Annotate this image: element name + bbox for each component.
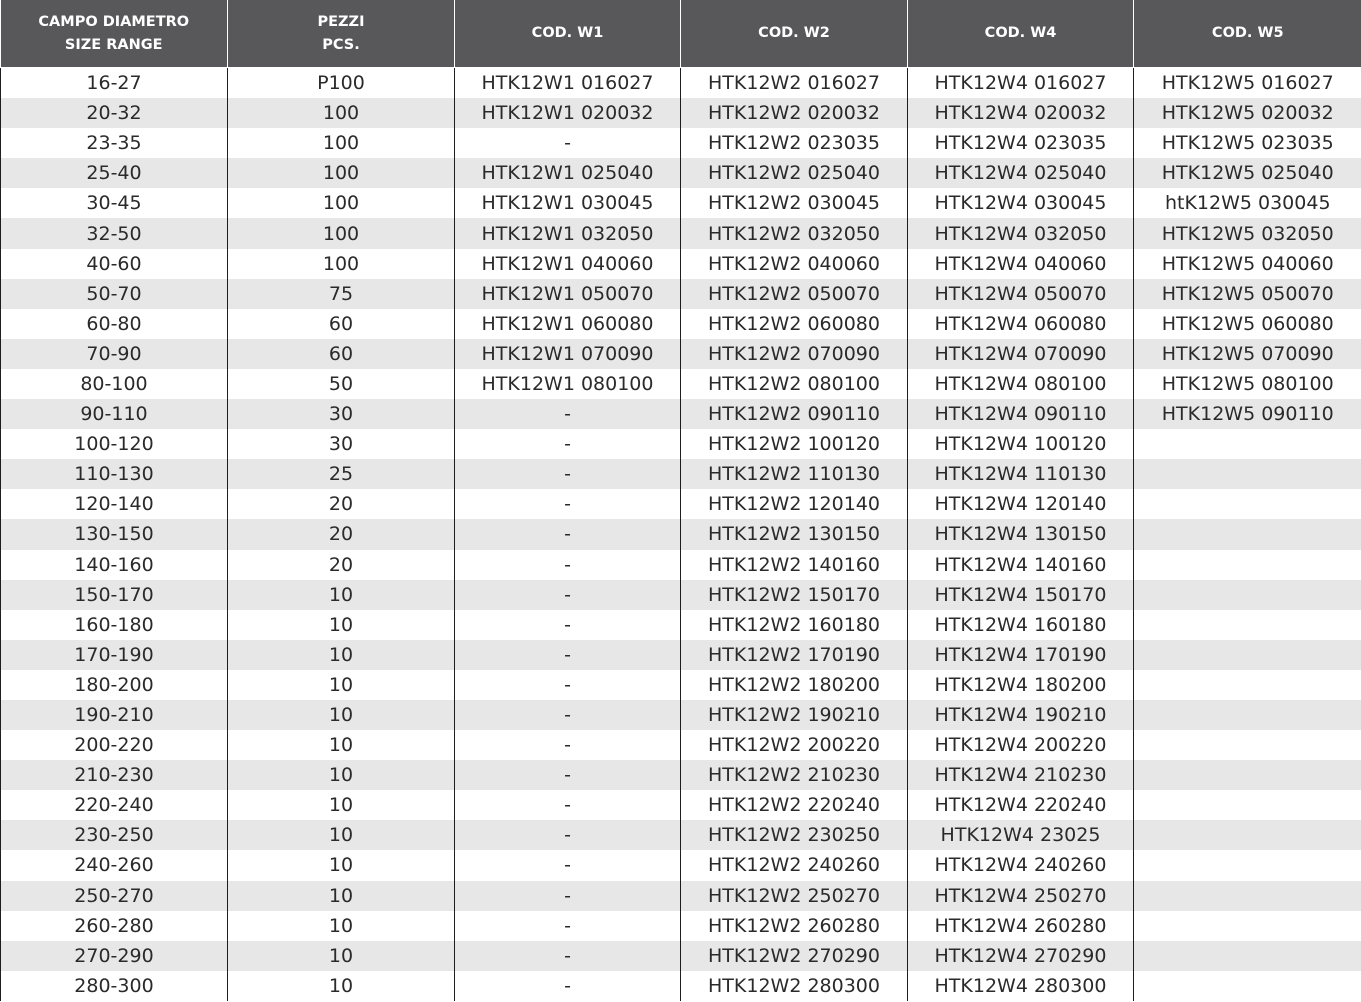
cell-cod-w2: HTK12W2 190210	[681, 700, 908, 730]
cell-pieces: 10	[228, 670, 455, 700]
cell-cod-w4: HTK12W4 040060	[908, 249, 1134, 279]
cell-cod-w5	[1134, 700, 1361, 730]
table-row	[1, 820, 1361, 850]
cell-pieces: 20	[228, 519, 455, 549]
cell-cod-w4: HTK12W4 190210	[908, 700, 1134, 730]
cell-cod-w4: HTK12W4 270290	[908, 941, 1134, 971]
cell-pieces: 100	[228, 188, 455, 218]
cell-size-range: 60-80	[1, 309, 228, 339]
table-row	[1, 309, 1361, 339]
cell-cod-w2: HTK12W2 250270	[681, 881, 908, 911]
cell-pieces: 10	[228, 730, 455, 760]
header-line: COD. W5	[1211, 25, 1284, 41]
cell-cod-w4: HTK12W4 140160	[908, 550, 1134, 580]
cell-cod-w4: HTK12W4 250270	[908, 881, 1134, 911]
cell-pieces: 25	[228, 459, 455, 489]
cell-cod-w1: -	[455, 399, 681, 429]
cell-cod-w4: HTK12W4 240260	[908, 850, 1134, 880]
cell-cod-w4: HTK12W4 180200	[908, 670, 1134, 700]
cell-size-range: 270-290	[1, 941, 228, 971]
cell-cod-w1: -	[455, 881, 681, 911]
table-row	[1, 489, 1361, 519]
cell-cod-w4: HTK12W4 150170	[908, 580, 1134, 610]
cell-cod-w1: -	[455, 971, 681, 1001]
cell-size-range: 50-70	[1, 279, 228, 309]
cell-cod-w4: HTK12W4 020032	[908, 98, 1134, 128]
cell-size-range: 150-170	[1, 580, 228, 610]
cell-cod-w5	[1134, 640, 1361, 670]
table-row	[1, 68, 1361, 99]
cell-cod-w1: -	[455, 850, 681, 880]
cell-cod-w5	[1134, 580, 1361, 610]
cell-cod-w5	[1134, 971, 1361, 1001]
cell-cod-w2: HTK12W2 130150	[681, 519, 908, 549]
table-row	[1, 850, 1361, 880]
header-line: COD. W2	[758, 25, 830, 41]
cell-cod-w5: htK12W5 030045	[1134, 188, 1361, 218]
cell-pieces: 100	[228, 249, 455, 279]
cell-pieces: 10	[228, 850, 455, 880]
cell-cod-w5	[1134, 760, 1361, 790]
cell-pieces: 100	[228, 218, 455, 248]
cell-pieces: 10	[228, 640, 455, 670]
cell-size-range: 260-280	[1, 911, 228, 941]
header-line: COD. W1	[531, 25, 604, 41]
table-row	[1, 881, 1361, 911]
cell-size-range: 16-27	[1, 68, 228, 99]
cell-cod-w5	[1134, 730, 1361, 760]
cell-cod-w4: HTK12W4 025040	[908, 158, 1134, 188]
cell-cod-w1: -	[455, 550, 681, 580]
table-row	[1, 911, 1361, 941]
cell-cod-w5	[1134, 610, 1361, 640]
cell-cod-w5	[1134, 550, 1361, 580]
cell-size-range: 90-110	[1, 399, 228, 429]
cell-cod-w1: -	[455, 760, 681, 790]
cell-cod-w5	[1134, 519, 1361, 549]
cell-cod-w2: HTK12W2 270290	[681, 941, 908, 971]
cell-size-range: 30-45	[1, 188, 228, 218]
cell-cod-w1: HTK12W1 030045	[455, 188, 681, 218]
cell-pieces: 20	[228, 489, 455, 519]
table-row	[1, 158, 1361, 188]
cell-cod-w2: HTK12W2 220240	[681, 790, 908, 820]
table-row	[1, 218, 1361, 248]
header-line: COD. W4	[984, 25, 1057, 41]
cell-cod-w1: HTK12W1 060080	[455, 309, 681, 339]
cell-cod-w1: HTK12W1 025040	[455, 158, 681, 188]
cell-pieces: 10	[228, 820, 455, 850]
table-row	[1, 128, 1361, 158]
cell-cod-w1: -	[455, 911, 681, 941]
cell-cod-w4: HTK12W4 030045	[908, 188, 1134, 218]
cell-size-range: 170-190	[1, 640, 228, 670]
cell-cod-w5	[1134, 850, 1361, 880]
cell-pieces: 100	[228, 158, 455, 188]
cell-pieces: 75	[228, 279, 455, 309]
table-row	[1, 790, 1361, 820]
cell-cod-w1: -	[455, 670, 681, 700]
table-row	[1, 580, 1361, 610]
table-row	[1, 459, 1361, 489]
cell-cod-w2: HTK12W2 050070	[681, 279, 908, 309]
cell-cod-w5: HTK12W5 050070	[1134, 279, 1361, 309]
cell-cod-w2: HTK12W2 090110	[681, 399, 908, 429]
cell-size-range: 25-40	[1, 158, 228, 188]
cell-cod-w2: HTK12W2 170190	[681, 640, 908, 670]
cell-cod-w2: HTK12W2 260280	[681, 911, 908, 941]
cell-cod-w5: HTK12W5 040060	[1134, 249, 1361, 279]
cell-cod-w2: HTK12W2 040060	[681, 249, 908, 279]
cell-size-range: 280-300	[1, 971, 228, 1001]
cell-pieces: 100	[228, 128, 455, 158]
cell-pieces: 10	[228, 881, 455, 911]
cell-cod-w4: HTK12W4 160180	[908, 610, 1134, 640]
cell-cod-w1: -	[455, 459, 681, 489]
table-row	[1, 760, 1361, 790]
cell-pieces: 10	[228, 911, 455, 941]
cell-cod-w2: HTK12W2 200220	[681, 730, 908, 760]
cell-cod-w4: HTK12W4 080100	[908, 369, 1134, 399]
cell-cod-w2: HTK12W2 080100	[681, 369, 908, 399]
cell-cod-w5: HTK12W5 060080	[1134, 309, 1361, 339]
cell-size-range: 230-250	[1, 820, 228, 850]
cell-cod-w4: HTK12W4 016027	[908, 68, 1134, 99]
cell-cod-w5	[1134, 881, 1361, 911]
cell-size-range: 220-240	[1, 790, 228, 820]
header-cod-w4	[908, 0, 1134, 68]
table-row	[1, 98, 1361, 128]
cell-cod-w2: HTK12W2 025040	[681, 158, 908, 188]
cell-cod-w2: HTK12W2 020032	[681, 98, 908, 128]
cell-pieces: 60	[228, 339, 455, 369]
cell-size-range: 80-100	[1, 369, 228, 399]
table-row	[1, 399, 1361, 429]
cell-cod-w4: HTK12W4 23025	[908, 820, 1134, 850]
cell-cod-w4: HTK12W4 060080	[908, 309, 1134, 339]
cell-size-range: 140-160	[1, 550, 228, 580]
cell-cod-w2: HTK12W2 150170	[681, 580, 908, 610]
cell-cod-w1: -	[455, 580, 681, 610]
cell-cod-w1: -	[455, 790, 681, 820]
cell-size-range: 190-210	[1, 700, 228, 730]
cell-cod-w1: -	[455, 610, 681, 640]
table-row	[1, 640, 1361, 670]
cell-pieces: 10	[228, 790, 455, 820]
cell-pieces: 10	[228, 971, 455, 1001]
cell-cod-w5: HTK12W5 025040	[1134, 158, 1361, 188]
cell-cod-w5	[1134, 941, 1361, 971]
cell-cod-w2: HTK12W2 016027	[681, 68, 908, 99]
header-row	[1, 0, 1361, 68]
cell-size-range: 110-130	[1, 459, 228, 489]
cell-cod-w5	[1134, 820, 1361, 850]
table-row	[1, 429, 1361, 459]
cell-cod-w5	[1134, 790, 1361, 820]
cell-cod-w2: HTK12W2 032050	[681, 218, 908, 248]
table-row	[1, 249, 1361, 279]
cell-cod-w5: HTK12W5 023035	[1134, 128, 1361, 158]
cell-cod-w5: HTK12W5 020032	[1134, 98, 1361, 128]
cell-pieces: 10	[228, 700, 455, 730]
cell-cod-w4: HTK12W4 050070	[908, 279, 1134, 309]
cell-cod-w1: -	[455, 640, 681, 670]
cell-cod-w1: HTK12W1 070090	[455, 339, 681, 369]
cell-cod-w4: HTK12W4 023035	[908, 128, 1134, 158]
cell-size-range: 20-32	[1, 98, 228, 128]
cell-size-range: 250-270	[1, 881, 228, 911]
cell-cod-w4: HTK12W4 090110	[908, 399, 1134, 429]
table-row	[1, 700, 1361, 730]
cell-pieces: 60	[228, 309, 455, 339]
cell-cod-w2: HTK12W2 230250	[681, 820, 908, 850]
cell-size-range: 120-140	[1, 489, 228, 519]
cell-cod-w2: HTK12W2 210230	[681, 760, 908, 790]
table-row	[1, 519, 1361, 549]
table-row	[1, 188, 1361, 218]
cell-cod-w4: HTK12W4 220240	[908, 790, 1134, 820]
cell-cod-w1: HTK12W1 050070	[455, 279, 681, 309]
cell-cod-w5: HTK12W5 090110	[1134, 399, 1361, 429]
cell-size-range: 32-50	[1, 218, 228, 248]
table-row	[1, 941, 1361, 971]
cell-cod-w4: HTK12W4 280300	[908, 971, 1134, 1001]
cell-cod-w2: HTK12W2 140160	[681, 550, 908, 580]
cell-cod-w1: -	[455, 128, 681, 158]
cell-cod-w1: -	[455, 820, 681, 850]
header-cod-w5	[1134, 0, 1361, 68]
table-row	[1, 971, 1361, 1001]
cell-cod-w1: HTK12W1 020032	[455, 98, 681, 128]
header-line: SIZE RANGE	[64, 36, 163, 53]
cell-size-range: 180-200	[1, 670, 228, 700]
cell-cod-w1: HTK12W1 040060	[455, 249, 681, 279]
cell-cod-w1: -	[455, 730, 681, 760]
header-line: PCS.	[322, 36, 360, 53]
table-row	[1, 279, 1361, 309]
cell-cod-w5: HTK12W5 032050	[1134, 218, 1361, 248]
cell-size-range: 23-35	[1, 128, 228, 158]
header-line: CAMPO DIAMETRO	[38, 13, 190, 30]
cell-cod-w4: HTK12W4 070090	[908, 339, 1134, 369]
cell-size-range: 70-90	[1, 339, 228, 369]
cell-cod-w5	[1134, 429, 1361, 459]
cell-size-range: 240-260	[1, 850, 228, 880]
cell-cod-w4: HTK12W4 120140	[908, 489, 1134, 519]
table-row	[1, 670, 1361, 700]
cell-cod-w2: HTK12W2 100120	[681, 429, 908, 459]
cell-size-range: 200-220	[1, 730, 228, 760]
cell-cod-w2: HTK12W2 110130	[681, 459, 908, 489]
cell-size-range: 130-150	[1, 519, 228, 549]
cell-cod-w4: HTK12W4 210230	[908, 760, 1134, 790]
table-row	[1, 339, 1361, 369]
cell-pieces: P100	[228, 68, 455, 99]
cell-size-range: 40-60	[1, 249, 228, 279]
cell-cod-w5	[1134, 459, 1361, 489]
cell-cod-w4: HTK12W4 100120	[908, 429, 1134, 459]
cell-pieces: 10	[228, 610, 455, 640]
cell-cod-w2: HTK12W2 240260	[681, 850, 908, 880]
cell-cod-w2: HTK12W2 180200	[681, 670, 908, 700]
cell-cod-w4: HTK12W4 170190	[908, 640, 1134, 670]
cell-cod-w4: HTK12W4 130150	[908, 519, 1134, 549]
cell-cod-w2: HTK12W2 023035	[681, 128, 908, 158]
cell-cod-w1: HTK12W1 016027	[455, 68, 681, 99]
cell-pieces: 100	[228, 98, 455, 128]
cell-cod-w5	[1134, 670, 1361, 700]
cell-pieces: 30	[228, 429, 455, 459]
cell-pieces: 30	[228, 399, 455, 429]
cell-cod-w1: -	[455, 429, 681, 459]
cell-cod-w1: -	[455, 519, 681, 549]
header-size-range	[1, 0, 228, 68]
table-row	[1, 369, 1361, 399]
cell-cod-w5: HTK12W5 016027	[1134, 68, 1361, 99]
cell-pieces: 10	[228, 941, 455, 971]
cell-cod-w4: HTK12W4 200220	[908, 730, 1134, 760]
cell-cod-w2: HTK12W2 120140	[681, 489, 908, 519]
cell-pieces: 10	[228, 580, 455, 610]
cell-cod-w5: HTK12W5 070090	[1134, 339, 1361, 369]
cell-cod-w2: HTK12W2 070090	[681, 339, 908, 369]
header-cod-w1	[455, 0, 681, 68]
cell-cod-w1: HTK12W1 080100	[455, 369, 681, 399]
table-row	[1, 730, 1361, 760]
cell-size-range: 160-180	[1, 610, 228, 640]
cell-pieces: 20	[228, 550, 455, 580]
cell-size-range: 100-120	[1, 429, 228, 459]
cell-cod-w5: HTK12W5 080100	[1134, 369, 1361, 399]
cell-cod-w2: HTK12W2 160180	[681, 610, 908, 640]
cell-cod-w5	[1134, 911, 1361, 941]
cell-cod-w1: HTK12W1 032050	[455, 218, 681, 248]
header-cod-w2	[681, 0, 908, 68]
cell-cod-w4: HTK12W4 110130	[908, 459, 1134, 489]
table-row	[1, 550, 1361, 580]
cell-cod-w4: HTK12W4 260280	[908, 911, 1134, 941]
cell-pieces: 10	[228, 760, 455, 790]
cell-pieces: 50	[228, 369, 455, 399]
cell-cod-w2: HTK12W2 060080	[681, 309, 908, 339]
cell-cod-w1: -	[455, 700, 681, 730]
cell-cod-w1: -	[455, 941, 681, 971]
header-line: PEZZI	[317, 13, 365, 30]
cell-cod-w1: -	[455, 489, 681, 519]
cell-cod-w2: HTK12W2 280300	[681, 971, 908, 1001]
cell-cod-w5	[1134, 489, 1361, 519]
table-row	[1, 610, 1361, 640]
cell-cod-w4: HTK12W4 032050	[908, 218, 1134, 248]
header-pieces	[228, 0, 455, 68]
table-body	[1, 68, 1361, 1001]
cell-size-range: 210-230	[1, 760, 228, 790]
cell-cod-w2: HTK12W2 030045	[681, 188, 908, 218]
